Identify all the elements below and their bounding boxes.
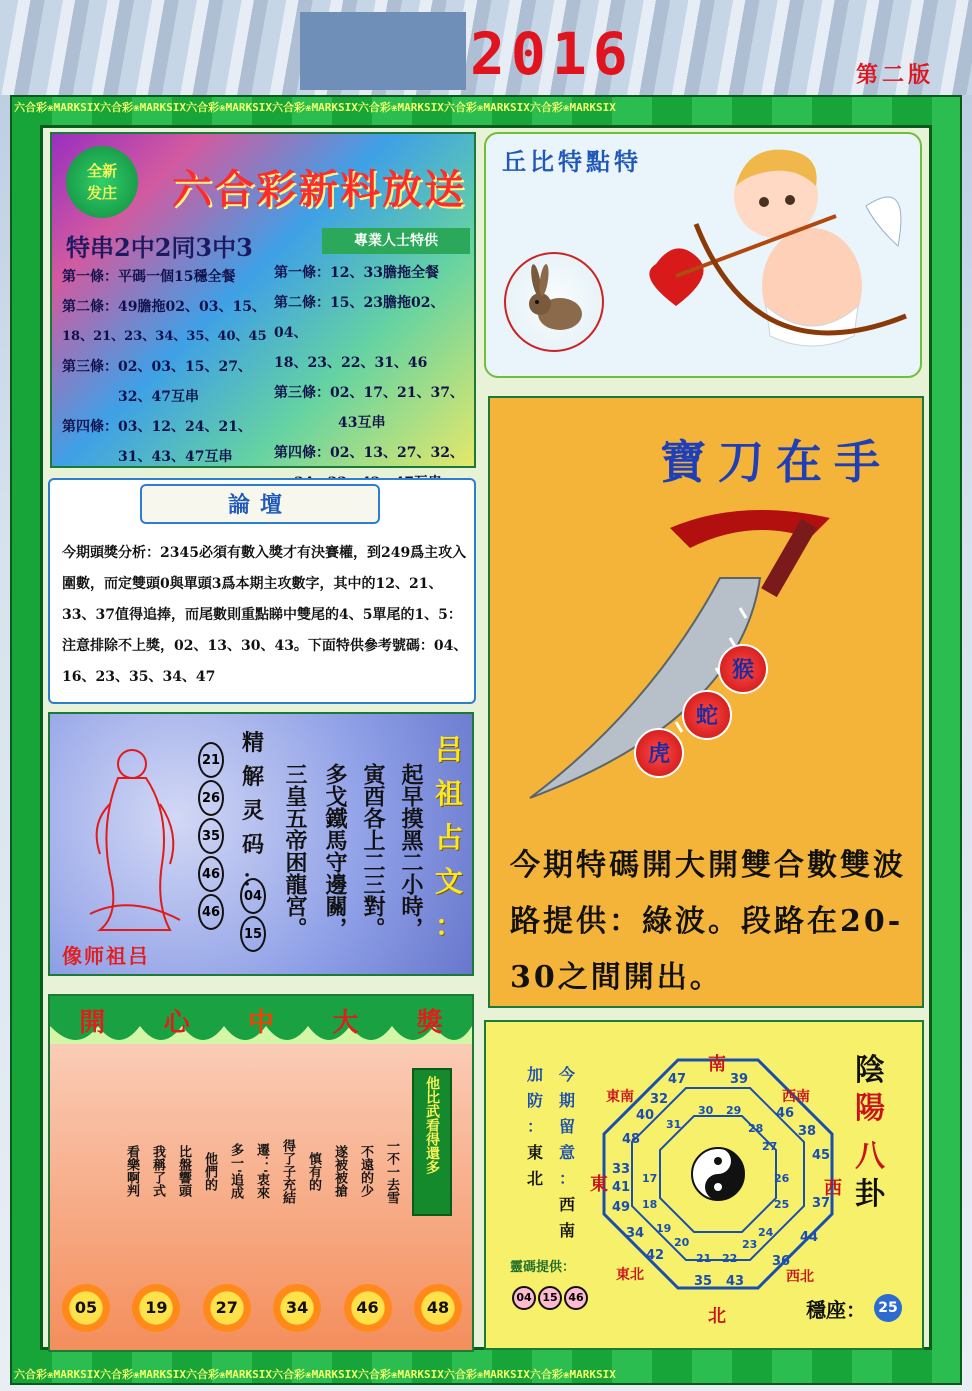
title-char: 陽: [855, 1091, 885, 1126]
title-char: 八: [855, 1139, 885, 1174]
number-ring: 15: [240, 916, 266, 952]
title-char: 祖: [434, 777, 463, 810]
banner-char: 心: [163, 1008, 190, 1038]
flower-number: 27: [203, 1284, 251, 1332]
badge-bottom: 发庄: [86, 184, 117, 202]
title-char: ：: [434, 909, 463, 942]
note-char: 北: [526, 1169, 543, 1188]
ring-number: 43: [726, 1274, 745, 1289]
number-ring: 35: [198, 818, 224, 854]
bagua-left-b: [558, 1062, 576, 1244]
dir-north: 北: [708, 1306, 726, 1327]
sword-title: 寶刀在手: [660, 435, 892, 489]
note-char: 東: [526, 1143, 543, 1162]
poem-column-1: 起早摸黑二小時，: [398, 763, 424, 939]
promo-title: 六合彩新料放送: [172, 166, 466, 213]
poem-column: 多一'追成: [228, 1143, 243, 1199]
list-item: 43互串: [338, 415, 386, 431]
flower-number: 19: [132, 1284, 180, 1332]
oracle-panel: [48, 712, 474, 976]
ring-number: 36: [772, 1254, 791, 1269]
note-char: 期: [558, 1091, 575, 1110]
label-char: 精: [241, 730, 264, 756]
dir-east: 東: [590, 1174, 608, 1195]
poem-column: 遂被被搶: [332, 1145, 347, 1197]
note-char: 西: [558, 1195, 575, 1214]
list-item: 第二條：49膽拖02、03、15、: [62, 299, 266, 315]
edition-label: 第二版: [856, 62, 935, 88]
ring-number: 44: [800, 1230, 819, 1245]
inner-number: 23: [742, 1238, 758, 1251]
note-char: 留: [558, 1117, 575, 1136]
poem-column: 不遠的少: [358, 1145, 373, 1197]
inner-number: 26: [774, 1172, 790, 1185]
hint-number: 15: [538, 1286, 562, 1310]
inner-number: 27: [762, 1140, 778, 1153]
number-ring: 46: [198, 856, 224, 892]
poem-column: 他們的: [202, 1151, 217, 1191]
oracle-title: [432, 728, 466, 948]
poem-column-3: 多戈鐵馬守邊關，: [322, 763, 348, 939]
hint-number: 04: [512, 1286, 536, 1310]
inner-number: 30: [698, 1104, 714, 1117]
flower-number: 46: [344, 1284, 392, 1332]
inner-number: 29: [726, 1104, 742, 1117]
label-char: 码: [241, 832, 264, 858]
inner-number: 24: [758, 1226, 774, 1239]
poem-column: 一不一去雪: [384, 1138, 399, 1204]
number-ring: 04: [240, 878, 266, 914]
note-char: ：: [558, 1169, 575, 1188]
banner-char: 開: [79, 1008, 106, 1038]
flower-number: 05: [62, 1284, 110, 1332]
list-item: 第四條：03、12、24、21、: [62, 419, 252, 435]
banner-char: 中: [247, 1008, 274, 1038]
zodiac-badge-tiger: 虎: [634, 728, 684, 778]
number-ring: 26: [198, 780, 224, 816]
ring-number: 41: [612, 1180, 631, 1195]
ring-number: 48: [622, 1132, 641, 1147]
badge-top: 全新: [86, 162, 117, 180]
dir-south: 南: [708, 1054, 726, 1075]
dir-northwest: 西北: [786, 1269, 814, 1285]
forum-panel: [48, 478, 476, 704]
inner-number: 19: [656, 1222, 672, 1235]
joy-panel: [48, 994, 474, 1352]
joy-poem: [110, 1066, 400, 1276]
title-char: 卦: [855, 1177, 885, 1212]
header-tab: [300, 12, 466, 90]
number-ring: 21: [198, 742, 224, 778]
flower-number: 48: [414, 1284, 462, 1332]
ring-number: 46: [776, 1106, 795, 1121]
ring-number: 45: [812, 1148, 831, 1163]
ring-number: 33: [612, 1162, 631, 1177]
ring-number: 37: [812, 1196, 831, 1211]
bagua-title: [850, 1052, 890, 1214]
list-item: 第一條：12、33膽拖全餐: [274, 265, 439, 281]
promo-badge: [66, 146, 138, 218]
hint-number: 46: [564, 1286, 588, 1310]
ring-column-a: [198, 742, 224, 932]
cupid-icon: [636, 136, 918, 376]
label-char: 灵: [241, 798, 264, 824]
inner-number: 28: [748, 1122, 764, 1135]
poem-column-4: 三皇五帝困龍宮。: [282, 763, 308, 939]
ring-number: 35: [694, 1274, 713, 1289]
sword-panel: [488, 396, 924, 1008]
bagua-panel: [484, 1020, 924, 1350]
promo-left-list: [62, 262, 272, 472]
list-item: 31、43、47互串: [118, 449, 233, 465]
frame-stripe-bottom: 六合彩❀MARKSIX六合彩❀MARKSIX六合彩❀MARKSIX六合彩❀MARKSIX六合彩❀MARKSIX六合彩❀MARKSIX六合彩❀MARKSIX: [14, 1368, 616, 1381]
year-title: 2016: [470, 20, 634, 88]
frame-stripe-top: 六合彩❀MARKSIX六合彩❀MARKSIX六合彩❀MARKSIX六合彩❀MARKSIX六合彩❀MARKSIX六合彩❀MARKSIX六合彩❀MARKSIX: [14, 101, 616, 114]
poem-column: 遷：'衷來: [254, 1143, 269, 1199]
note-char: ：: [526, 1117, 543, 1136]
title-char: 占: [434, 821, 463, 854]
stable-number: 25: [874, 1294, 902, 1322]
banner-char: 大: [332, 1008, 359, 1038]
forum-body: 今期頭獎分析：2345必須有數入獎才有決賽權，到249爲主攻入圍數，而定雙頭0與單頭3爲本期主攻數字，其中的12、21、33、37值得追捧，而尾數則重點睇中雙尾的4、5單尾的1、5：注意排除不上獎，02、13、30、43。下面特供參考號碼：04、16、23、35、34、47: [62, 545, 468, 685]
promo-right-list: [274, 258, 474, 498]
ring-number: 42: [646, 1248, 665, 1263]
zodiac-badge-monkey: 猴: [718, 644, 768, 694]
note-char: 加: [526, 1065, 543, 1084]
list-item: 18、21、23、34、35、40、45: [62, 329, 267, 344]
poem-column: 比盤響頭: [176, 1145, 191, 1197]
sword-text: 今期特碼開大開雙合數雙波路提供：綠波。段路在20-30之間開出。: [510, 848, 906, 995]
cupid-title: 丘比特點特: [502, 147, 642, 176]
list-item: 32、47互串: [118, 389, 199, 405]
list-item: 第四條：02、13、27、32、: [274, 445, 464, 461]
poem-column-2: 寅酉各上二三對。: [360, 763, 386, 939]
label-column: [240, 726, 266, 896]
poem-column: 得了子充結: [280, 1138, 295, 1204]
poem-column: 看樂啊判: [124, 1145, 139, 1197]
zodiac-badge-snake: 蛇: [682, 690, 732, 740]
dir-southeast: 東南: [606, 1089, 634, 1105]
label-char: 解: [241, 764, 264, 790]
flower-number: 34: [273, 1284, 321, 1332]
list-item: 第一條：平碼一個15穩全餐: [62, 269, 236, 285]
list-item: 18、23、22、31、46: [274, 355, 428, 371]
number-ring: 46: [198, 894, 224, 930]
note-char: 今: [558, 1065, 575, 1084]
hint-numbers: [512, 1286, 588, 1312]
joy-side-label: [412, 1068, 452, 1216]
inner-number: 25: [774, 1198, 790, 1211]
ring-number: 32: [650, 1092, 669, 1107]
promo-panel: [50, 132, 476, 468]
rabbit-circle: [504, 252, 604, 352]
list-item: 第三條：02、17、21、37、: [274, 385, 464, 401]
sage-figure-icon: [70, 734, 200, 934]
poem-column: 我稱了式: [150, 1145, 165, 1197]
inner-number: 31: [666, 1118, 682, 1131]
ring-number: 34: [626, 1226, 645, 1241]
note-char: 意: [558, 1143, 575, 1162]
inner-number: 18: [642, 1198, 658, 1211]
label-char: ：: [241, 866, 264, 892]
inner-number: 22: [722, 1252, 738, 1265]
ring-number: 49: [612, 1200, 631, 1215]
dir-northeast: 東北: [616, 1267, 644, 1283]
sage-caption: 像师祖吕: [62, 944, 150, 968]
poem-column: 慎有的: [306, 1151, 321, 1191]
rabbit-icon: [506, 254, 602, 350]
bagua-left-a: [526, 1062, 544, 1192]
dir-west: 西: [824, 1178, 842, 1199]
inner-number: 17: [642, 1172, 658, 1185]
hint-label: 靈碼提供：: [510, 1260, 576, 1275]
ring-number: 40: [636, 1108, 655, 1123]
side-text: 他比武看得還多: [424, 1076, 440, 1174]
dir-southwest: 西南: [782, 1089, 810, 1105]
ring-number: 39: [730, 1072, 749, 1087]
flower-row: [62, 1284, 462, 1332]
title-char: 文: [434, 865, 463, 898]
banner-char: 獎: [416, 1008, 443, 1038]
promo-tag: 專業人士特供: [322, 228, 470, 254]
note-char: 防: [526, 1091, 543, 1110]
inner-number: 20: [674, 1236, 690, 1249]
inner-number: 21: [696, 1252, 712, 1265]
list-item: 第二條：15、23膽拖02、04、: [274, 295, 445, 341]
note-char: 南: [558, 1221, 575, 1240]
cupid-panel: [484, 132, 922, 378]
joy-banner-text: [50, 1002, 472, 1039]
forum-title: 論壇: [140, 484, 380, 524]
ring-number: 47: [668, 1072, 687, 1087]
list-item: 第三條：02、03、15、27、: [62, 359, 252, 375]
stable-label: 穩座：: [806, 1298, 866, 1322]
ring-number: 38: [798, 1124, 817, 1139]
title-char: 吕: [434, 733, 463, 766]
promo-subtitle: 特串2中2同3中3: [66, 233, 253, 262]
title-char: 陰: [855, 1053, 885, 1088]
